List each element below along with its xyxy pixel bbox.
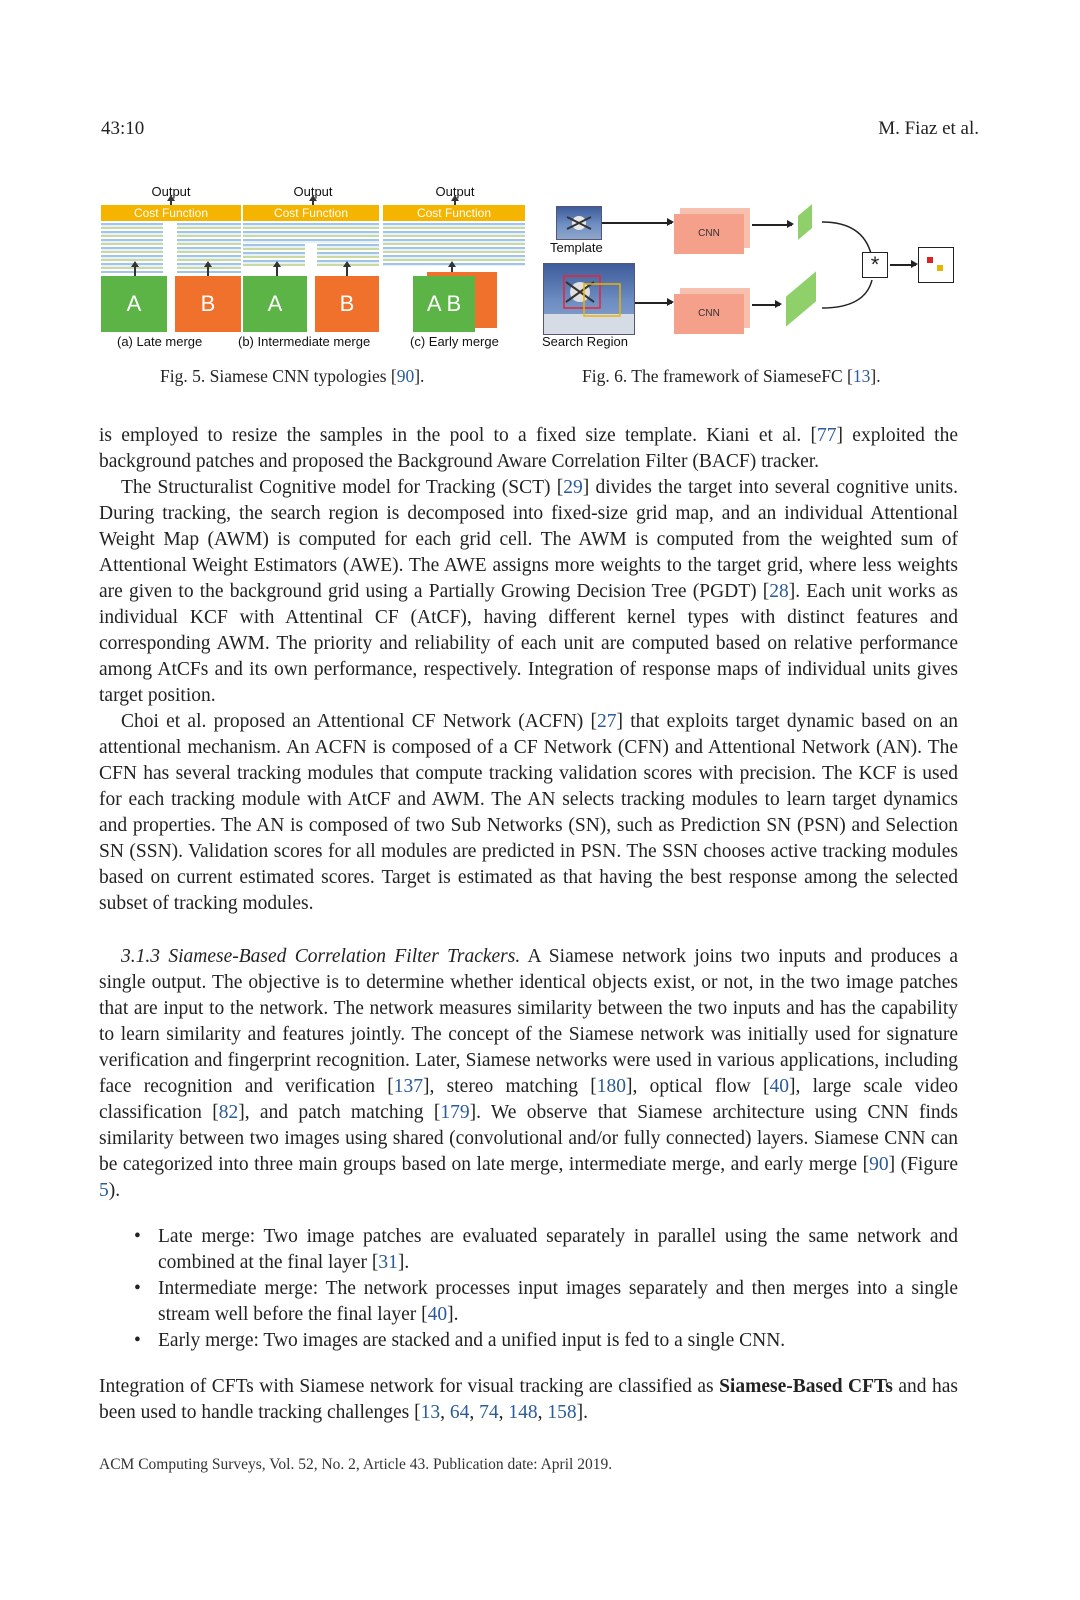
text-run: ]. We observe that Siamese architecture using CNN finds similarity between two images using shared (convolutional and/or fully connected) layers. Siamese CNN can be categorized into three main groups based on late merge, intermediate merge, and early merge [ xyxy=(99,1102,959,1175)
citation-link[interactable]: 64 xyxy=(449,1402,470,1423)
template-label: Template xyxy=(550,240,603,255)
arrow-to-feature-top xyxy=(752,224,792,226)
citation-link[interactable]: 90 xyxy=(869,1154,889,1175)
fig5-early-merge xyxy=(383,178,523,368)
input-arrow xyxy=(346,266,348,276)
page-number: 43:10 xyxy=(101,118,145,139)
citation-link[interactable]: 158 xyxy=(547,1402,577,1423)
citation-link[interactable]: 74 xyxy=(479,1402,499,1423)
text-run: ]. xyxy=(397,1252,410,1273)
bullet-list-block xyxy=(99,1224,958,1354)
citation-link[interactable]: 82 xyxy=(218,1102,239,1123)
citation-link[interactable]: 40 xyxy=(427,1304,448,1325)
text-run: Intermediate merge: The network processes input images separately and then merges into a single stream well before the final layer [ xyxy=(158,1278,958,1325)
output-label: Output xyxy=(151,184,191,199)
list-item xyxy=(99,1328,958,1354)
output-label: Output xyxy=(293,184,333,199)
text-run: ] (Figure xyxy=(888,1154,958,1175)
stacked-block-ab: A B xyxy=(413,276,475,332)
citation-link[interactable]: 13 xyxy=(852,366,871,386)
bold-term: Siamese-Based CFTs xyxy=(719,1376,893,1397)
cnn-block-bottom: CNN xyxy=(674,294,744,334)
input-block-a: A xyxy=(101,276,167,332)
text-run: ] exploited the background patches and proposed the Background Aware Correlation Filter (BACF) tracker. xyxy=(99,425,958,472)
search-region-label: Search Region xyxy=(542,334,628,349)
text-run: ], optical flow [ xyxy=(626,1076,770,1097)
paragraph xyxy=(99,1374,958,1426)
input-block-b: B xyxy=(175,276,241,332)
running-header xyxy=(101,118,979,148)
subfig-label-c: (c) Early merge xyxy=(410,334,499,349)
output-label: Output xyxy=(435,184,475,199)
caption-text: Fig. 6. The framework of SiameseFC [ xyxy=(582,366,853,386)
shared-layer-stack xyxy=(243,223,379,243)
citation-link[interactable]: 90 xyxy=(396,366,415,386)
text-run: ], large scale video classification [ xyxy=(99,1076,958,1123)
fig5-intermediate-merge xyxy=(238,178,383,368)
text-run: is employed to resize the samples in the pool to a fixed size template. Kiani et al. [ xyxy=(99,425,817,446)
text-run: , xyxy=(498,1402,509,1423)
caption-text: ]. xyxy=(414,366,425,386)
paragraph xyxy=(99,475,958,709)
text-run: Late merge: Two image patches are evaluated separately in parallel using the same network and combined at the final layer [ xyxy=(158,1226,958,1273)
citation-link[interactable]: 40 xyxy=(769,1076,789,1097)
citation-link[interactable]: 77 xyxy=(817,425,837,446)
citation-link[interactable]: 137 xyxy=(393,1076,424,1097)
citation-link[interactable]: 29 xyxy=(563,477,583,498)
citation-link[interactable]: 180 xyxy=(596,1076,627,1097)
section-heading: 3.1.3 Siamese-Based Correlation Filter Trackers. xyxy=(121,946,521,967)
figure-5-caption xyxy=(160,366,424,387)
cost-function-bar: Cost Function xyxy=(383,205,525,221)
drone-thumbnail xyxy=(557,207,601,239)
cnn-block-top: CNN xyxy=(674,214,744,254)
text-run: ], stereo matching [ xyxy=(423,1076,597,1097)
citation-link[interactable]: 13 xyxy=(420,1402,441,1423)
body-text-closing xyxy=(99,1374,958,1426)
arrow-to-cnn-top xyxy=(602,222,672,224)
text-run: ] that exploits target dynamic based on an attentional mechanism. An ACFN is composed of a CF Network (CFN) and Attentional Network (AN). The CFN has several tracking modules that compute tracking validation scores with precision. The KCF is used for each tracking module with AtCF and AWM. The AN selects tracking modules to learn target dynamics and properties. The AN is composed of two Sub Networks (SN), such as Prediction SN (PSN) and Selection SN (SSN). Validation scores for all modules are predicted in PSN. The SSN chooses active tracking modules based on current estimated scores. Target is estimated as that having the best response among the selected subset of tracking modules. xyxy=(99,711,958,914)
caption-text: Fig. 5. Siamese CNN typologies [ xyxy=(160,366,397,386)
citation-link[interactable]: 179 xyxy=(440,1102,470,1123)
text-run: ]. Each unit works as individual KCF with Attentinal CF (AtCF), having different kernel types with distinct features and corresponding AWM. The priority and reliability of each unit are computed based on relative performance among AtCFs and its own performance, respectively. Integration of response maps of individual units gives target position. xyxy=(99,581,958,706)
text-run: The Structuralist Cognitive model for Tracking (SCT) [ xyxy=(121,477,564,498)
figure-link[interactable]: 5 xyxy=(99,1180,109,1201)
paragraph xyxy=(99,709,958,917)
cost-function-bar: Cost Function xyxy=(243,205,379,221)
caption-text: ]. xyxy=(870,366,881,386)
input-arrow xyxy=(276,266,278,276)
text-run: , xyxy=(440,1402,450,1423)
text-run: Integration of CFTs with Siamese network for visual tracking are classified as xyxy=(99,1376,720,1397)
text-run: ], and patch matching [ xyxy=(238,1102,441,1123)
subfig-label-b: (b) Intermediate merge xyxy=(238,334,371,349)
text-run: , xyxy=(537,1402,548,1423)
response-peak-red xyxy=(927,257,933,263)
citation-link[interactable]: 31 xyxy=(378,1252,398,1273)
fig5-late-merge xyxy=(101,178,241,368)
text-run: Choi et al. proposed an Attentional CF Network (ACFN) [ xyxy=(121,711,598,732)
text-run: Early merge: Two images are stacked and a unified input is fed to a single CNN. xyxy=(158,1330,786,1351)
figure-5 xyxy=(101,178,531,368)
layer-stack-single xyxy=(383,223,525,266)
figure-6 xyxy=(540,200,960,355)
body-text-upper xyxy=(99,423,958,917)
text-run: A Siamese network joins two inputs and produces a single output. The objective is to determine whether identical objects exist, or not, in the two image patches that are input to the network. The network measures similarity between the two inputs and has the capability to learn similarity and features jointly. The concept of the Siamese network was initially used for signature verification and fingerprint recognition. Later, Siamese networks were used in various applications, including face recognition and verification [ xyxy=(99,946,958,1097)
search-region-image xyxy=(543,263,635,335)
page-footer: ACM Computing Surveys, Vol. 52, No. 2, Article 43. Publication date: April 2019. xyxy=(99,1456,613,1473)
cost-function-bar: Cost Function xyxy=(101,205,241,221)
search-region-thumbnail xyxy=(544,264,634,334)
body-text-section xyxy=(99,944,958,1204)
subfig-label-a: (a) Late merge xyxy=(117,334,203,349)
text-run: and has been used to handle tracking challenges [ xyxy=(99,1376,958,1423)
list-item xyxy=(99,1276,958,1328)
feature-map-template xyxy=(798,204,812,240)
text-run: ). xyxy=(108,1180,121,1201)
citation-link[interactable]: 28 xyxy=(769,581,789,602)
template-image xyxy=(556,206,602,240)
input-arrow xyxy=(207,266,209,276)
paragraph xyxy=(99,944,958,1204)
response-peak-yellow xyxy=(937,265,943,271)
feature-map-search xyxy=(786,271,816,326)
bullet-list xyxy=(99,1224,958,1354)
response-map xyxy=(918,247,954,283)
arrow-to-response xyxy=(890,264,916,266)
text-run: ]. xyxy=(447,1304,459,1325)
input-block-a: A xyxy=(243,276,307,332)
arrow-to-feature-bottom xyxy=(752,304,780,306)
cross-correlation-operator: * xyxy=(862,252,888,278)
arrow-to-cnn-bottom xyxy=(635,302,672,304)
figure-6-caption xyxy=(582,366,881,387)
text-run: ]. xyxy=(576,1402,589,1423)
text-run: , xyxy=(469,1402,480,1423)
paragraph xyxy=(99,423,958,475)
citation-link[interactable]: 27 xyxy=(597,711,617,732)
input-arrow xyxy=(134,266,136,276)
input-block-b: B xyxy=(315,276,379,332)
text-run: ] divides the target into several cognitive units. During tracking, the search region is decomposed into fixed-size grid map, and an individual Attentional Weight Map (AWM) is computed for each grid cell. The AWM is computed from the weighted sum of Attentional Weight Estimators (AWE). The AWE assigns more weights to the target grid, where less weights are given to the background grid using a Partially Growing Decision Tree (PGDT) [ xyxy=(99,477,958,602)
list-item xyxy=(99,1224,958,1276)
author-header: M. Fiaz et al. xyxy=(878,118,979,139)
citation-link[interactable]: 148 xyxy=(508,1402,538,1423)
